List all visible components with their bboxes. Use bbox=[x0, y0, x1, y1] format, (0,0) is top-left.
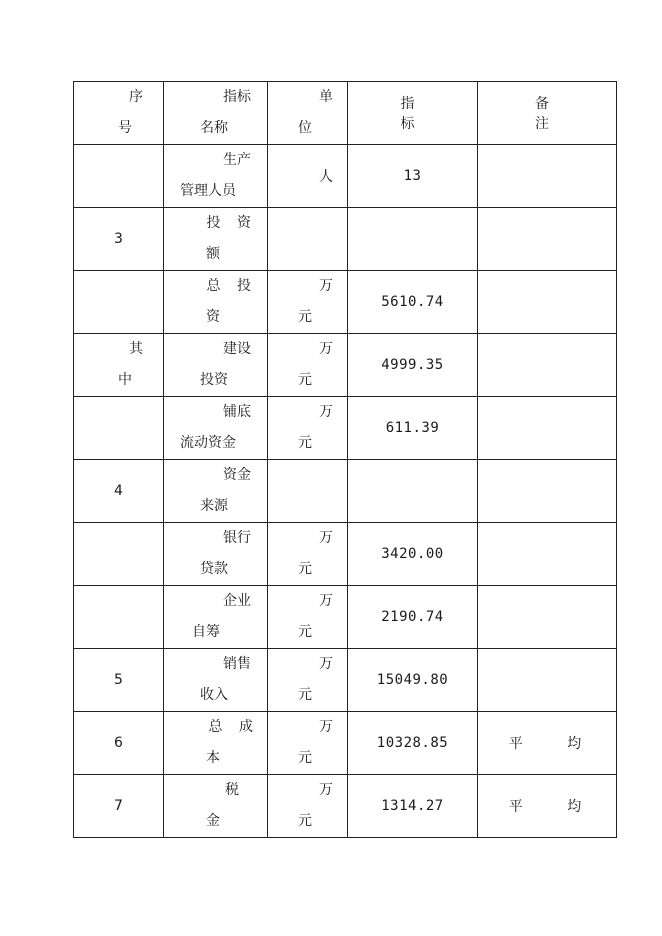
unit-cell bbox=[268, 649, 348, 712]
note-cell bbox=[478, 334, 617, 397]
indicator-table bbox=[73, 81, 617, 838]
name-cell bbox=[164, 775, 268, 838]
note-cell bbox=[478, 208, 617, 271]
header-value: 指 标 bbox=[400, 96, 445, 132]
header-note: 备 注 bbox=[535, 96, 583, 132]
seq-number: 6 bbox=[114, 735, 123, 751]
seq-cell bbox=[74, 208, 164, 271]
unit-cell bbox=[268, 460, 348, 523]
unit-line2: 元 bbox=[298, 813, 312, 829]
name-cell bbox=[164, 145, 268, 208]
indicator-value: 10328.85 bbox=[376, 735, 449, 751]
unit-line2: 元 bbox=[298, 309, 312, 325]
table-row bbox=[74, 523, 617, 586]
note-cell bbox=[478, 586, 617, 649]
unit-cell bbox=[268, 208, 348, 271]
header-name-line2: 名称 bbox=[200, 120, 228, 136]
indicator-value: 611.39 bbox=[385, 420, 440, 436]
unit-line1: 万 bbox=[319, 719, 333, 735]
name-line1: 总 成 bbox=[208, 719, 259, 735]
unit-cell bbox=[268, 334, 348, 397]
indicator-value: 13 bbox=[403, 168, 422, 184]
name-line2: 贷款 bbox=[200, 561, 228, 577]
note-cell bbox=[478, 397, 617, 460]
unit-line2: 元 bbox=[298, 687, 312, 703]
unit-cell bbox=[268, 586, 348, 649]
seq-cell bbox=[74, 145, 164, 208]
unit-cell bbox=[268, 712, 348, 775]
name-cell bbox=[164, 712, 268, 775]
seq-cell bbox=[74, 712, 164, 775]
seq-cell bbox=[74, 334, 164, 397]
name-line2: 投资 bbox=[200, 372, 228, 388]
table-row bbox=[74, 145, 617, 208]
table-row bbox=[74, 460, 617, 523]
note-text: 平 均 bbox=[508, 799, 602, 815]
name-line1: 企业 bbox=[223, 593, 251, 609]
name-cell bbox=[164, 334, 268, 397]
unit-cell bbox=[268, 145, 348, 208]
table-header-row bbox=[74, 82, 617, 145]
unit-line1: 万 bbox=[319, 278, 333, 294]
note-cell bbox=[478, 523, 617, 586]
indicator-value: 1314.27 bbox=[381, 798, 444, 814]
header-unit-cell bbox=[268, 82, 348, 145]
value-cell bbox=[348, 712, 478, 775]
header-unit-line2: 位 bbox=[298, 120, 312, 136]
table-row bbox=[74, 586, 617, 649]
seq-cell bbox=[74, 649, 164, 712]
note-cell bbox=[478, 145, 617, 208]
unit-line2: 元 bbox=[298, 561, 312, 577]
value-cell bbox=[348, 145, 478, 208]
seq-number: 3 bbox=[114, 231, 123, 247]
name-cell bbox=[164, 523, 268, 586]
note-cell bbox=[478, 775, 617, 838]
name-line2: 管理人员 bbox=[180, 183, 236, 199]
header-seq-line1: 序 bbox=[129, 89, 143, 105]
table-row bbox=[74, 271, 617, 334]
name-line1: 建设 bbox=[223, 341, 251, 357]
name-line1: 税 bbox=[225, 782, 239, 798]
name-cell bbox=[164, 397, 268, 460]
seq-cell bbox=[74, 397, 164, 460]
seq-cell bbox=[74, 523, 164, 586]
header-note-cell bbox=[478, 82, 617, 145]
unit-line2: 元 bbox=[298, 750, 312, 766]
table-row bbox=[74, 397, 617, 460]
name-line2: 金 bbox=[206, 813, 220, 829]
value-cell bbox=[348, 208, 478, 271]
header-value-cell bbox=[348, 82, 478, 145]
seq-line1: 其 bbox=[129, 341, 143, 357]
name-line1: 投 资 bbox=[206, 215, 257, 231]
value-cell bbox=[348, 271, 478, 334]
note-cell bbox=[478, 712, 617, 775]
seq-number: 5 bbox=[114, 672, 123, 688]
seq-cell bbox=[74, 460, 164, 523]
unit-line2: 元 bbox=[298, 624, 312, 640]
unit-line1: 万 bbox=[319, 782, 333, 798]
table-row bbox=[74, 208, 617, 271]
seq-cell bbox=[74, 271, 164, 334]
name-line2: 本 bbox=[206, 750, 220, 766]
value-cell bbox=[348, 397, 478, 460]
table-row bbox=[74, 649, 617, 712]
unit-value: 人 bbox=[319, 169, 333, 185]
unit-line1: 万 bbox=[319, 404, 333, 420]
unit-line1: 万 bbox=[319, 593, 333, 609]
name-line1: 银行 bbox=[223, 530, 251, 546]
note-text: 平 均 bbox=[508, 736, 602, 752]
unit-line1: 万 bbox=[319, 341, 333, 357]
name-line1: 生产 bbox=[223, 152, 251, 168]
name-line1: 销售 bbox=[223, 656, 251, 672]
note-cell bbox=[478, 271, 617, 334]
indicator-value: 3420.00 bbox=[381, 546, 444, 562]
name-cell bbox=[164, 271, 268, 334]
name-cell bbox=[164, 649, 268, 712]
name-line2: 自筹 bbox=[192, 624, 220, 640]
unit-line1: 万 bbox=[319, 530, 333, 546]
name-line1: 总 投 bbox=[206, 278, 257, 294]
unit-cell bbox=[268, 523, 348, 586]
table-row bbox=[74, 712, 617, 775]
value-cell bbox=[348, 586, 478, 649]
indicator-value: 15049.80 bbox=[376, 672, 449, 688]
seq-cell bbox=[74, 775, 164, 838]
seq-number: 7 bbox=[114, 798, 123, 814]
name-line2: 收入 bbox=[200, 687, 228, 703]
name-line2: 额 bbox=[206, 246, 220, 262]
header-unit-line1: 单 bbox=[319, 89, 333, 105]
unit-cell bbox=[268, 271, 348, 334]
unit-cell bbox=[268, 397, 348, 460]
table-row bbox=[74, 775, 617, 838]
note-cell bbox=[478, 649, 617, 712]
name-cell bbox=[164, 586, 268, 649]
name-line1: 铺底 bbox=[223, 404, 251, 420]
seq-line2: 中 bbox=[118, 372, 132, 388]
table-row bbox=[74, 334, 617, 397]
name-line2: 流动资金 bbox=[180, 435, 236, 451]
indicator-value: 2190.74 bbox=[381, 609, 444, 625]
header-name-cell bbox=[164, 82, 268, 145]
name-cell bbox=[164, 208, 268, 271]
name-cell bbox=[164, 460, 268, 523]
unit-line2: 元 bbox=[298, 372, 312, 388]
value-cell bbox=[348, 460, 478, 523]
unit-line1: 万 bbox=[319, 656, 333, 672]
header-seq-line2: 号 bbox=[118, 120, 132, 136]
indicator-value: 5610.74 bbox=[381, 294, 444, 310]
name-line2: 资 bbox=[206, 309, 220, 325]
value-cell bbox=[348, 334, 478, 397]
seq-cell bbox=[74, 586, 164, 649]
header-name-line1: 指标 bbox=[223, 89, 251, 105]
value-cell bbox=[348, 775, 478, 838]
value-cell bbox=[348, 523, 478, 586]
note-cell bbox=[478, 460, 617, 523]
indicator-value: 4999.35 bbox=[381, 357, 444, 373]
unit-line2: 元 bbox=[298, 435, 312, 451]
value-cell bbox=[348, 649, 478, 712]
unit-cell bbox=[268, 775, 348, 838]
seq-number: 4 bbox=[114, 483, 123, 499]
name-line2: 来源 bbox=[200, 498, 228, 514]
name-line1: 资金 bbox=[223, 467, 251, 483]
header-seq-cell bbox=[74, 82, 164, 145]
